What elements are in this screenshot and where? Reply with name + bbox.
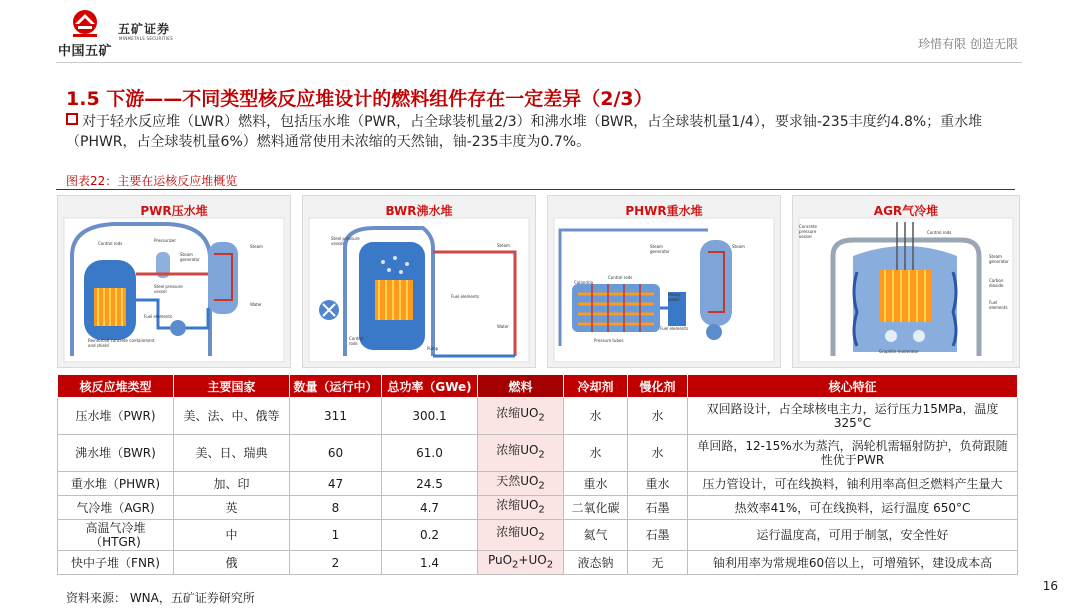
description-text: 对于轻水反应堆（LWR）燃料，包括压水堆（PWR，占全球装机量2/3）和沸水堆（BWR，占全球装机量1/4），要求铀-235丰度约4.8%；重水堆（PHWR，占全球装机量6%）燃料通常使用未浓缩的天然铀，铀-235丰度为0.7%。 bbox=[66, 114, 983, 150]
brand-name: 五矿证券 bbox=[118, 22, 171, 36]
cell-countries: 美、法、中、俄等 bbox=[174, 398, 290, 435]
cell-moderator: 石墨 bbox=[628, 520, 688, 551]
diagram-label: Steel pressure vessel bbox=[154, 284, 183, 294]
cell-type: 重水堆（PHWR) bbox=[58, 472, 174, 496]
table-row bbox=[58, 435, 1018, 472]
cell-power: 61.0 bbox=[382, 435, 478, 472]
cell-type: 快中子堆（FNR) bbox=[58, 551, 174, 575]
diagram-label: Water bbox=[250, 302, 262, 307]
diagram-label: Control rods bbox=[98, 241, 123, 246]
agr-diagram bbox=[793, 196, 1019, 367]
bwr-diagram bbox=[303, 196, 535, 367]
cell-feature: 双回路设计，占全球核电主力，运行压力15MPa，温度325°C bbox=[688, 398, 1018, 435]
diagram-label: Fuel elements bbox=[144, 314, 173, 319]
cell-moderator: 重水 bbox=[628, 472, 688, 496]
header-divider bbox=[56, 62, 1022, 63]
column-header: 冷却剂 bbox=[564, 375, 628, 398]
cell-power: 0.2 bbox=[382, 520, 478, 551]
cell-count: 311 bbox=[290, 398, 382, 435]
table-header-row bbox=[58, 375, 1018, 398]
cell-feature: 压力管设计，可在线换料，铀利用率高但乏燃料产生量大 bbox=[688, 472, 1018, 496]
cell-fuel: $PuO_2+UO_2$ bbox=[478, 551, 564, 575]
cell-power: 1.4 bbox=[382, 551, 478, 575]
table-row bbox=[58, 551, 1018, 575]
cell-moderator: 无 bbox=[628, 551, 688, 575]
cell-type: 压水堆（PWR) bbox=[58, 398, 174, 435]
cell-feature: 热效率41%，可在线换料，运行温度 650°C bbox=[688, 496, 1018, 520]
cell-countries: 俄 bbox=[174, 551, 290, 575]
reactor-table bbox=[57, 374, 1018, 575]
column-header: 主要国家 bbox=[174, 375, 290, 398]
diagram-label: Pressurizer bbox=[154, 238, 177, 243]
minmetals-logo-icon bbox=[67, 8, 103, 40]
cell-moderator: 石墨 bbox=[628, 496, 688, 520]
reactor-panel-pwr bbox=[57, 195, 291, 368]
diagram-label: Concrete pressure vessel bbox=[799, 224, 818, 239]
column-header: 总功率（GWe) bbox=[382, 375, 478, 398]
column-header: 燃料 bbox=[478, 375, 564, 398]
diagram-label: Steam generator bbox=[180, 252, 200, 262]
table-row bbox=[58, 496, 1018, 520]
cell-countries: 中 bbox=[174, 520, 290, 551]
diagram-label: Carbon dioxide bbox=[989, 278, 1004, 288]
diagram-label: Heavy water bbox=[668, 292, 681, 302]
diagram-label: Steam generator bbox=[989, 254, 1009, 264]
cell-coolant: 水 bbox=[564, 435, 628, 472]
cell-coolant: 水 bbox=[564, 398, 628, 435]
column-header: 核心特征 bbox=[688, 375, 1018, 398]
cell-moderator: 水 bbox=[628, 398, 688, 435]
column-header: 慢化剂 bbox=[628, 375, 688, 398]
table-row bbox=[58, 398, 1018, 435]
cell-feature: 铀利用率为常规堆60倍以上，可增殖钚，建设成本高 bbox=[688, 551, 1018, 575]
diagram-label: Steam bbox=[732, 244, 745, 249]
table-row bbox=[58, 472, 1018, 496]
reactor-panel-agr bbox=[792, 195, 1020, 368]
diagram-label: Calandria bbox=[574, 280, 594, 285]
cell-feature: 运行温度高，可用于制氢，安全性好 bbox=[688, 520, 1018, 551]
cell-count: 60 bbox=[290, 435, 382, 472]
diagram-label: Pump bbox=[427, 346, 439, 351]
cell-coolant: 重水 bbox=[564, 472, 628, 496]
cell-count: 8 bbox=[290, 496, 382, 520]
cell-type: 沸水堆（BWR) bbox=[58, 435, 174, 472]
page-header bbox=[0, 0, 1080, 62]
cell-count: 47 bbox=[290, 472, 382, 496]
figure-divider bbox=[56, 189, 1015, 190]
source-note: 资料来源： WNA，五矿证券研究所 bbox=[66, 591, 255, 605]
figure-label: 图表22：主要在运核反应堆概览 bbox=[66, 174, 238, 188]
cell-countries: 英 bbox=[174, 496, 290, 520]
diagram-label: Control rods bbox=[608, 275, 633, 280]
cell-fuel: 浓缩$UO_2$ bbox=[478, 520, 564, 551]
column-header: 数量（运行中） bbox=[290, 375, 382, 398]
diagram-label: Pressure tubes bbox=[594, 338, 624, 343]
diagram-label: Fuel elements bbox=[660, 326, 689, 331]
diagram-label: Control rods bbox=[927, 230, 952, 235]
cell-power: 4.7 bbox=[382, 496, 478, 520]
diagram-label: Fuel elements bbox=[989, 300, 1008, 310]
cell-fuel: 天然$UO_2$ bbox=[478, 472, 564, 496]
table-row bbox=[58, 520, 1018, 551]
slogan: 珍惜有限 创造无限 bbox=[918, 37, 1018, 51]
panel-title: PHWR重水堆 bbox=[625, 204, 703, 218]
cell-coolant: 二氧化碳 bbox=[564, 496, 628, 520]
column-header: 核反应堆类型 bbox=[58, 375, 174, 398]
panel-title: BWR沸水堆 bbox=[385, 204, 453, 218]
diagram-label: Graphite moderator bbox=[879, 349, 919, 354]
cell-countries: 美、日、瑞典 bbox=[174, 435, 290, 472]
reactor-panel-bwr bbox=[302, 195, 536, 368]
reactor-panel-phwr bbox=[547, 195, 781, 368]
cell-moderator: 水 bbox=[628, 435, 688, 472]
cell-type: 高温气冷堆（HTGR) bbox=[58, 520, 174, 551]
bullet-box-icon bbox=[66, 113, 78, 125]
description bbox=[66, 112, 1026, 152]
cell-count: 1 bbox=[290, 520, 382, 551]
logo-text: 中国五矿 bbox=[58, 44, 113, 59]
page-title: 1.5 下游——不同类型核反应堆设计的燃料组件存在一定差异（2/3） bbox=[66, 88, 653, 110]
cell-fuel: 浓缩$UO_2$ bbox=[478, 435, 564, 472]
diagram-label: Steam bbox=[497, 243, 510, 248]
cell-fuel: 浓缩$UO_2$ bbox=[478, 496, 564, 520]
diagram-label: Fuel elements bbox=[451, 294, 480, 299]
cell-coolant: 液态钠 bbox=[564, 551, 628, 575]
panel-title: AGR气冷堆 bbox=[873, 204, 939, 218]
page-number: 16 bbox=[1042, 579, 1058, 593]
diagram-label: Reinforced concrete containment and shield bbox=[88, 338, 155, 348]
diagram-label: Steel pressure vessel bbox=[331, 236, 360, 246]
cell-fuel: 浓缩$UO_2$ bbox=[478, 398, 564, 435]
panel-title: PWR压水堆 bbox=[140, 204, 208, 218]
cell-type: 气冷堆（AGR) bbox=[58, 496, 174, 520]
cell-power: 300.1 bbox=[382, 398, 478, 435]
brand-subtitle: MINMETALS SECURITIES bbox=[119, 36, 173, 41]
diagram-label: Water bbox=[497, 324, 509, 329]
cell-countries: 加、印 bbox=[174, 472, 290, 496]
cell-power: 24.5 bbox=[382, 472, 478, 496]
diagram-label: Steam bbox=[250, 244, 263, 249]
diagram-label: Steam generator bbox=[650, 244, 670, 254]
cell-feature: 单回路，12-15%水为蒸汽，涡轮机需辐射防护，负荷跟随性优于PWR bbox=[688, 435, 1018, 472]
cell-coolant: 氦气 bbox=[564, 520, 628, 551]
cell-count: 2 bbox=[290, 551, 382, 575]
diagram-label: Control rods bbox=[349, 336, 364, 346]
